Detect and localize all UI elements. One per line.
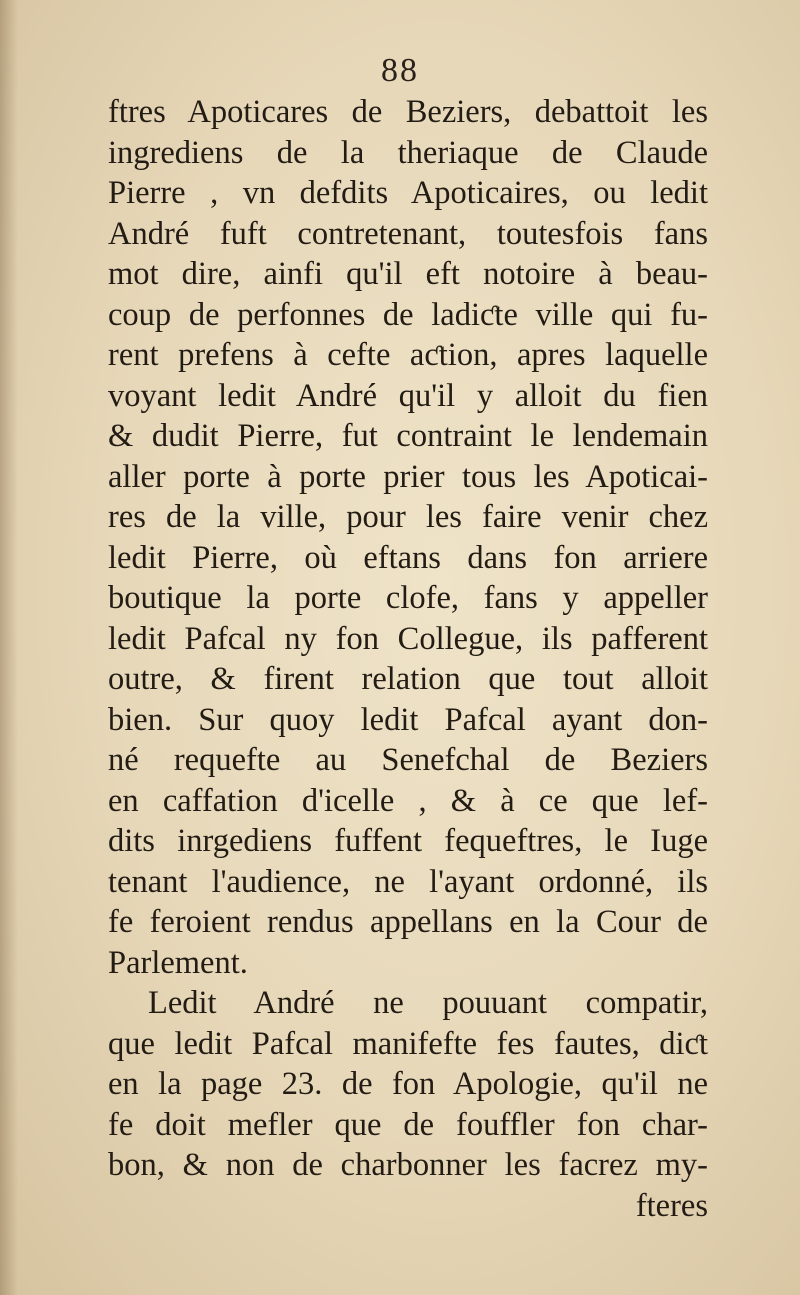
text-line: Pierre , vn defdits Apoticaires, ou ledit bbox=[108, 175, 708, 211]
text-line: & dudit Pierre, fut contraint le lendemain bbox=[108, 418, 708, 454]
text-line: en caffation d'icelle , & à ce que lef- bbox=[108, 782, 708, 819]
page-number: 88 bbox=[381, 52, 419, 89]
text-line: ledit Pierre, où eftans dans fon arriere bbox=[108, 539, 708, 576]
page-text bbox=[108, 92, 708, 1226]
text-line: fe feroient rendus appellans en la Cour de bbox=[108, 904, 708, 940]
text-line: coup de perfonnes de ladiƈte ville qui fu- bbox=[108, 296, 708, 333]
text-line: aller porte à porte prier tous les Apoticai- bbox=[108, 458, 708, 495]
text-line: tenant l'audience, ne l'ayant ordonné, ils bbox=[108, 863, 708, 900]
page-edge-shadow bbox=[0, 0, 18, 1295]
catchword: fteres bbox=[635, 1187, 708, 1224]
text-line: que ledit Pafcal manifefte fes fautes, diƈt bbox=[108, 1025, 708, 1062]
text-line: fe doit mefler que de fouffler fon char- bbox=[108, 1106, 708, 1143]
text-line: dits inrgediens fuffent fequeftres, le Iuge bbox=[108, 823, 708, 859]
text-line: ftres Apoticares de Beziers, debattoit les bbox=[108, 94, 708, 130]
text-line: mot dire, ainfi qu'il eft notoire à beau- bbox=[108, 256, 708, 292]
text-line: bon, & non de charbonner les facrez my- bbox=[108, 1147, 708, 1183]
text-line: ledit Pafcal ny fon Collegue, ils pafferent bbox=[108, 620, 708, 657]
text-line: ingrediens de la theriaque de Claude bbox=[108, 134, 708, 171]
text-line: en la page 23. de fon Apologie, qu'il ne bbox=[108, 1066, 708, 1102]
text-line: bien. Sur quoy ledit Pafcal ayant don- bbox=[108, 701, 708, 738]
text-line: res de la ville, pour les faire venir chez bbox=[108, 499, 708, 535]
text-line: rent prefens à cefte aƈtion, apres laquelle bbox=[108, 337, 708, 373]
text-line: né requefte au Senefchal de Beziers bbox=[108, 742, 708, 778]
text-line: Parlement. bbox=[108, 944, 248, 981]
text-line: boutique la porte clofe, fans y appeller bbox=[108, 580, 708, 616]
text-line: Ledit André ne pouuant compatir, bbox=[148, 985, 708, 1021]
text-line: voyant ledit André qu'il y alloit du fien bbox=[108, 377, 708, 414]
text-line: André fuft contretenant, toutesfois fans bbox=[108, 215, 708, 252]
text-line: outre, & firent relation que tout alloit bbox=[108, 661, 708, 697]
